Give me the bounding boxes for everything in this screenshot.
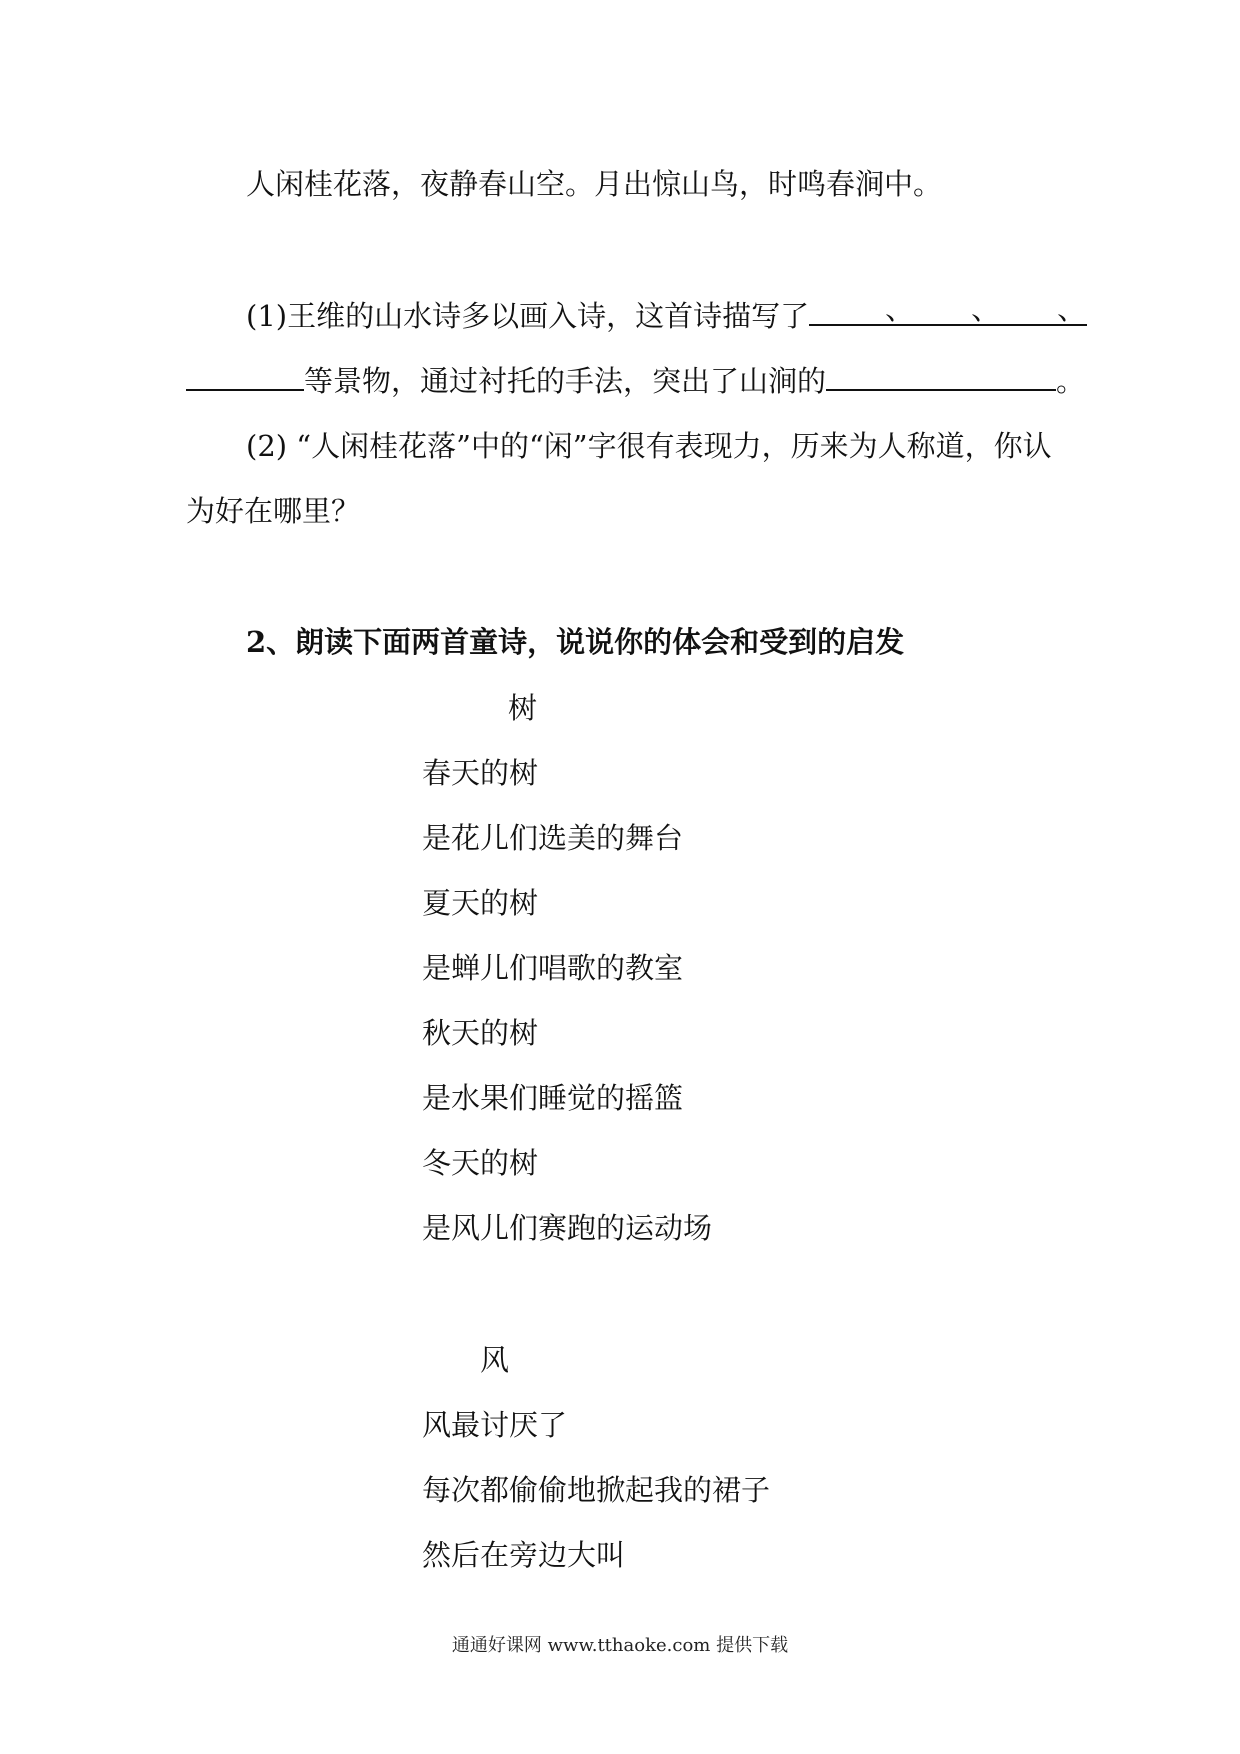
- poem-tree-line: 是蝉儿们唱歌的教室: [422, 951, 684, 985]
- poem-tree-line: 是水果们睡觉的摇篮: [422, 1081, 684, 1115]
- question-1-intro: (1)王维的山水诗多以画入诗，这首诗描写了: [246, 299, 810, 333]
- poem-tree-line: 是风儿们赛跑的运动场: [422, 1211, 713, 1245]
- poem-tree-line: 是花儿们选美的舞台: [422, 821, 684, 855]
- poem-wind-line: 每次都偷偷地掀起我的裙子: [422, 1473, 771, 1507]
- poem-quote-line: 人闲桂花落，夜静春山空。月出惊山鸟，时鸣春涧中。: [246, 167, 943, 201]
- poem-wind-line: 然后在旁边大叫: [422, 1538, 626, 1572]
- separator-mark: 、: [971, 292, 1001, 326]
- answer-blank-2[interactable]: [885, 292, 971, 326]
- poem-tree-line: 秋天的树: [422, 1016, 539, 1050]
- answer-blank-1[interactable]: [809, 298, 885, 326]
- poem-wind-title: 风: [480, 1343, 510, 1377]
- answer-blank-6[interactable]: [826, 363, 1056, 391]
- answer-blank-4[interactable]: [1057, 292, 1087, 326]
- separator-mark: 、: [885, 292, 915, 326]
- question-1-line-2: [186, 363, 1085, 399]
- separator-mark: 、: [1057, 292, 1087, 326]
- poem-tree-line: 春天的树: [422, 756, 539, 790]
- poem-wind-line: 风最讨厌了: [422, 1408, 568, 1442]
- poem-tree-line: 冬天的树: [422, 1146, 539, 1180]
- question-2-line-1: (2) “人闲桂花落”中的“闲”字很有表现力，历来为人称道，你认: [246, 429, 1052, 463]
- poem-tree-line: 夏天的树: [422, 886, 539, 920]
- poem-tree-title: 树: [508, 691, 538, 725]
- question-1-end: 。: [1056, 364, 1086, 398]
- question-1-line-1: [246, 292, 1087, 334]
- answer-blank-5[interactable]: [186, 363, 304, 391]
- answer-blank-3[interactable]: [971, 292, 1057, 326]
- question-2-line-2: 为好在哪里？: [186, 494, 361, 528]
- section-2-heading: 2、朗读下面两首童诗，说说你的体会和受到的启发: [246, 625, 905, 659]
- question-1-middle: 等景物，通过衬托的手法，突出了山涧的: [304, 364, 827, 398]
- page-footer: 通通好课网 www.tthaoke.com 提供下载: [451, 1635, 789, 1656]
